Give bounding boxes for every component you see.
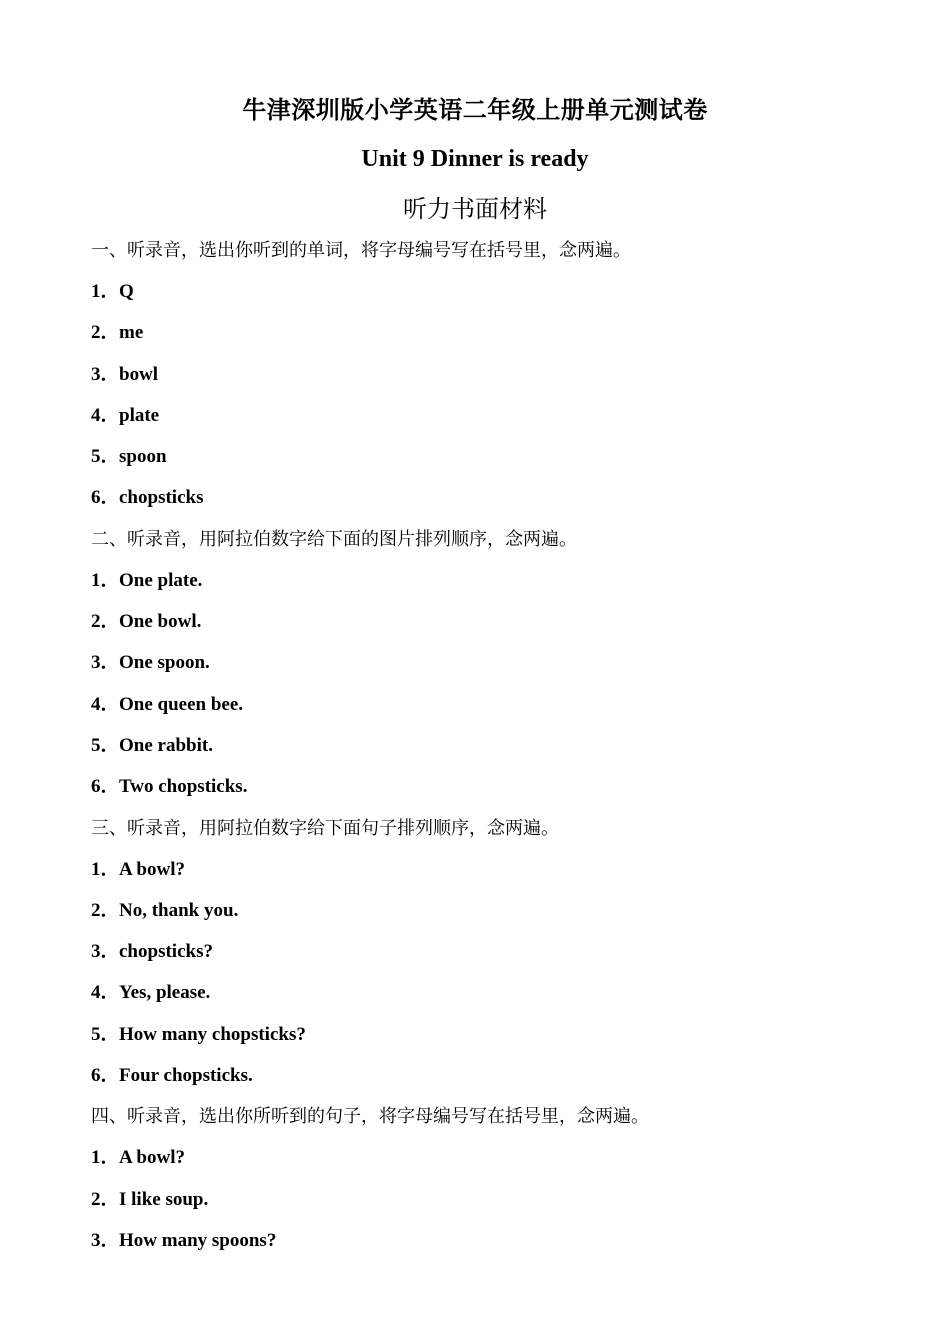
section-heading: 二、听录音，用阿拉伯数字给下面的图片排列顺序，念两遍。 — [91, 528, 577, 550]
list-item — [91, 775, 911, 799]
list-item — [91, 651, 911, 675]
item-number: 3． — [91, 1229, 120, 1251]
item-text: Yes, please. — [119, 982, 211, 1004]
list-item — [91, 363, 911, 387]
list-item — [91, 610, 911, 634]
item-number: 4． — [91, 404, 120, 426]
list-item — [91, 858, 911, 882]
list-item — [91, 1146, 911, 1170]
list-item — [91, 445, 911, 469]
item-number: 5． — [91, 1023, 120, 1045]
item-text: How many chopsticks? — [119, 1023, 306, 1045]
document-title: 牛津深圳版小学英语二年级上册单元测试卷 — [242, 96, 708, 124]
item-text: chopsticks? — [119, 941, 213, 963]
item-number: 1． — [91, 281, 120, 302]
item-number: 4． — [91, 693, 120, 715]
list-item — [91, 1023, 911, 1047]
document-subtitle: 听力书面材料 — [403, 195, 547, 223]
item-number: 1． — [91, 1147, 120, 1169]
section-heading: 三、听录音，用阿拉伯数字给下面句子排列顺序，念两遍。 — [91, 817, 559, 839]
item-text: A bowl? — [119, 858, 185, 880]
document-content — [91, 239, 911, 1270]
item-text: chopsticks — [119, 487, 204, 509]
item-number: 4． — [91, 982, 120, 1004]
unit-title: Unit 9 Dinner is ready — [361, 146, 589, 172]
item-text: spoon — [119, 446, 167, 468]
list-item — [91, 280, 911, 304]
item-text: No, thank you. — [119, 899, 239, 921]
list-item — [91, 569, 911, 593]
item-text: One queen bee. — [119, 693, 244, 715]
item-number: 6． — [91, 1065, 120, 1087]
item-text: plate — [119, 404, 160, 426]
item-text: Q — [119, 281, 134, 302]
item-number: 2． — [91, 611, 120, 633]
item-number: 3． — [91, 652, 120, 674]
item-text: A bowl? — [119, 1147, 185, 1169]
item-text: Four chopsticks. — [119, 1065, 253, 1087]
list-item — [91, 734, 911, 758]
item-text: bowl — [119, 363, 159, 385]
list-item — [91, 899, 911, 923]
item-number: 2． — [91, 1188, 120, 1210]
list-item — [91, 321, 911, 345]
item-number: 1． — [91, 858, 120, 880]
item-text: One spoon. — [119, 652, 210, 674]
item-number: 6． — [91, 776, 120, 798]
item-text: me — [119, 322, 144, 344]
item-number: 5． — [91, 734, 120, 756]
list-item — [91, 1064, 911, 1088]
item-number: 2． — [91, 899, 120, 921]
list-item — [91, 940, 911, 964]
item-text: One bowl. — [119, 611, 202, 633]
item-number: 2． — [91, 322, 120, 344]
section-heading: 一、听录音，选出你听到的单词，将字母编号写在括号里，念两遍。 — [91, 240, 631, 261]
item-text: One plate. — [119, 569, 203, 591]
list-item — [91, 486, 911, 510]
list-item — [91, 693, 911, 717]
item-number: 5． — [91, 446, 120, 468]
item-number: 6． — [91, 487, 120, 509]
section-heading: 四、听录音，选出你所听到的句子，将字母编号写在括号里，念两遍。 — [91, 1106, 649, 1128]
item-number: 3． — [91, 941, 120, 963]
list-item — [91, 981, 911, 1005]
list-item — [91, 404, 911, 428]
item-text: Two chopsticks. — [119, 776, 248, 798]
item-number: 1． — [91, 569, 120, 591]
list-item — [91, 1188, 911, 1212]
item-text: How many spoons? — [119, 1229, 277, 1251]
list-item — [91, 1229, 911, 1253]
item-text: One rabbit. — [119, 734, 213, 756]
item-text: I like soup. — [119, 1188, 209, 1210]
item-number: 3． — [91, 363, 120, 385]
